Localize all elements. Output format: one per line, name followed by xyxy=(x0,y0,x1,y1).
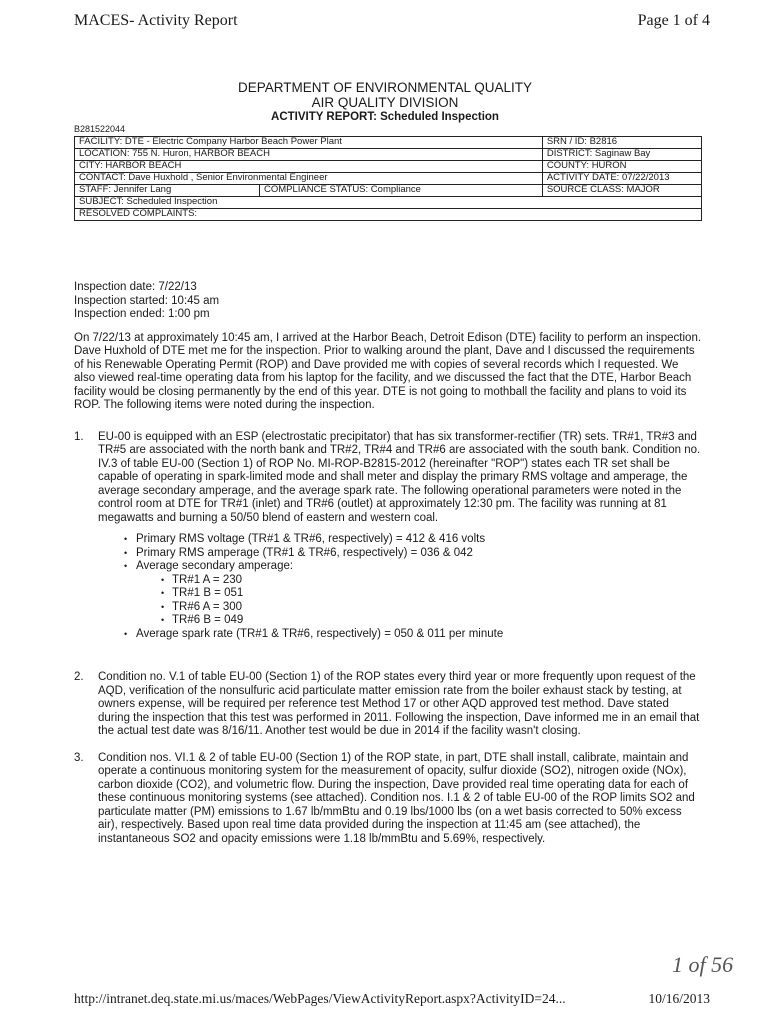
source-class-cell: SOURCE CLASS: MAJOR xyxy=(542,185,701,197)
complaints-cell: RESOLVED COMPLAINTS: xyxy=(75,209,702,221)
staff-cell: STAFF: Jennifer Lang xyxy=(75,185,260,197)
document-id: B281522044 xyxy=(74,124,126,134)
list-item xyxy=(74,671,702,739)
department-heading xyxy=(0,80,770,125)
inspection-started: Inspection started: 10:45 am xyxy=(74,294,220,307)
report-body xyxy=(74,281,702,846)
list-item: • TR#1 A = 230 xyxy=(172,574,702,588)
average-secondary-amperage xyxy=(136,560,702,628)
report-type: ACTIVITY REPORT: Scheduled Inspection xyxy=(271,111,499,123)
district-cell: DISTRICT: Saginaw Bay xyxy=(542,149,701,161)
subject-cell: SUBJECT: Scheduled Inspection xyxy=(75,197,702,209)
compliance-cell: COMPLIANCE STATUS: Compliance xyxy=(260,185,543,197)
handwritten-page-count: 1 of 56 xyxy=(672,952,734,977)
footer-url: http://intranet.deq.state.mi.us/maces/WebPages/ViewActivityReport.aspx?ActivityID=24... xyxy=(74,991,566,1006)
footer-date: 10/16/2013 xyxy=(648,991,710,1006)
activity-date-cell: ACTIVITY DATE: 07/22/2013 xyxy=(542,173,701,185)
item-text: EU-00 is equipped with an ESP (electrostatic precipitator) that has six transformer-rectifier (TR) sets. TR#1, TR#3 and TR#5 are associated with the north bank and TR#2, TR#4 and TR#6 are associated with the south bank. Condition no. IV.3 of table EU-00 (Section 1) of ROP No. MI-ROP-B2815-2012 (hereinafter "ROP") states each TR set shall be capable of operating in spark-limited mode and shall meter and display the primary RMS voltage and amperage, the average secondary amperage, and the average spark rate. The following operational parameters were noted in the control room at DTE for TR#1 (inlet) and TR#6 (outlet) at approximately 12:30 pm. The facility was running at 81 megawatts and burning a 50/50 blend of eastern and western coal. xyxy=(98,430,701,524)
location-cell: LOCATION: 755 N. Huron, HARBOR BEACH xyxy=(75,149,543,161)
item-number: 1. xyxy=(74,430,84,443)
county-cell: COUNTY: HURON xyxy=(542,161,701,173)
page-number: Page 1 of 4 xyxy=(637,12,710,29)
facility-cell: FACILITY: DTE - Electric Company Harbor Beach Power Plant xyxy=(75,137,543,149)
inspection-date: Inspection date: 7/22/13 xyxy=(74,281,197,293)
item-number: 2. xyxy=(74,671,84,683)
parameter-list xyxy=(98,533,702,641)
primary-amperage: • Primary RMS amperage (TR#1 & TR#6, respectively) = 036 & 042 xyxy=(136,547,702,561)
item-text: Condition no. V.1 of table EU-00 (Section 1) of the ROP states every third year or more frequently upon request of the AQD, verification of the nonsulfuric acid particulate matter emission rate from the boiler exhaust stack by testing, at owners expense, will be required per reference test Method 17 or other AQD approved test method. Dave stated during the inspection that this test was performed in 2011. Following the inspection, Dave informed me in an email that the actual test date was 8/16/11. Another test would be due in 2014 if the facility wasn't closing. xyxy=(98,671,700,737)
srn-cell: SRN / ID: B2816 xyxy=(542,137,701,149)
list-item: • TR#6 B = 049 xyxy=(172,614,702,628)
contact-cell: CONTACT: Dave Huxhold , Senior Environmental Engineer xyxy=(75,173,543,185)
inspection-ended: Inspection ended: 1:00 pm xyxy=(74,308,210,320)
report-header-title: MACES- Activity Report xyxy=(74,12,238,29)
intro-paragraph: On 7/22/13 at approximately 10:45 am, I arrived at the Harbor Beach, Detroit Edison (DTE) facility to perform an inspection. Dave Huxhold of DTE met me for the inspection. Prior to walking around the plant, Dave and I discussed the requirements of his Renewable Operating Permit (ROP) and Dave provided me with copies of several records which I requested. We also viewed real-time operating data from his laptop for the facility, and we discussed the fact that the DTE, Harbor Beach facility would be closing permanently by the end of this year. DTE is not going to mothball the facility and plans to void its ROP. The following items were noted during the inspection. xyxy=(74,331,702,411)
average-spark-rate: • Average spark rate (TR#1 & TR#6, respectively) = 050 & 011 per minute xyxy=(136,628,702,642)
average-secondary-label: Average secondary amperage: xyxy=(136,560,294,572)
item-text: Condition nos. VI.1 & 2 of table EU-00 (Section 1) of the ROP state, in part, DTE shall install, calibrate, maintain and operate a continuous monitoring system for the measurement of opacity, sulfur dioxide (SO2), nitrogen oxide (NOx), carbon dioxide (CO2), and volumetric flow. During the inspection, Dave provided real time operating data for each of these continuous monitoring systems (see attached). Condition nos. I.1 & 2 of table EU-00 of the ROP limits SO2 and particulate matter (PM) emissions to 1.67 lb/mmBtu and 0.19 lbs/1000 lbs (on a wet basis corrected to 50% excess air), respectively. Based upon real time data provided during the inspection at 11:45 am (see attached), the instantaneous SO2 and opacity emissions were 1.18 lb/mmBtu and 5.69%, respectively. xyxy=(98,751,695,845)
facility-info-table xyxy=(74,136,702,221)
division-name: AIR QUALITY DIVISION xyxy=(311,95,459,110)
city-cell: CITY: HARBOR BEACH xyxy=(75,161,543,173)
list-item xyxy=(74,752,702,847)
secondary-amperage-list xyxy=(136,574,702,628)
list-item: • TR#1 B = 051 xyxy=(172,587,702,601)
list-item xyxy=(74,431,702,642)
list-item: • TR#6 A = 300 xyxy=(172,601,702,615)
department-name: DEPARTMENT OF ENVIRONMENTAL QUALITY xyxy=(237,80,533,95)
item-number: 3. xyxy=(74,751,84,764)
primary-voltage: • Primary RMS voltage (TR#1 & TR#6, respectively) = 412 & 416 volts xyxy=(136,533,702,547)
